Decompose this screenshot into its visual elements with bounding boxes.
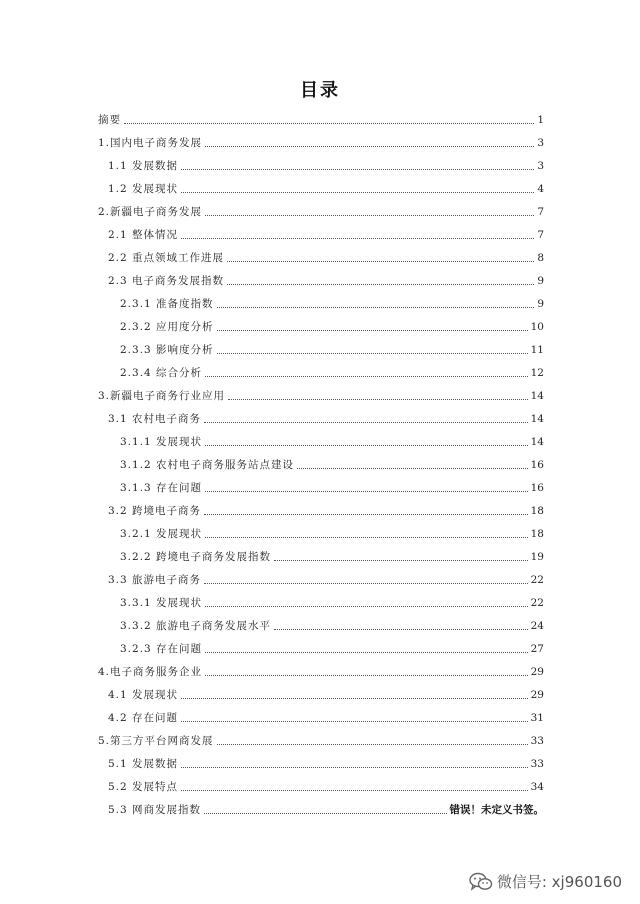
- toc-entry-label: 5.3 网商发展指数: [108, 804, 202, 816]
- toc-entry-label: 2.3 电子商务发展指数: [108, 275, 225, 287]
- toc-entry-label: 3.1 农村电子商务: [108, 413, 202, 425]
- toc-entry[interactable]: [120, 362, 544, 380]
- toc-entry-label: 3.2.2 跨境电子商务发展指数: [120, 551, 272, 563]
- dot-leader: [274, 559, 528, 561]
- toc-entry-page: 31: [530, 712, 544, 724]
- toc-entry-label: 1.2 发展现状: [108, 183, 179, 195]
- toc-entry-label: 3.1.3 存在问题: [120, 482, 203, 494]
- toc-entry-page: 29: [530, 689, 544, 701]
- watermark-text: 微信号: xj960160: [496, 873, 622, 891]
- dot-leader: [217, 352, 528, 354]
- dot-leader: [205, 145, 534, 147]
- toc-entry-page: 34: [530, 781, 544, 793]
- toc-entry-label: 4.电子商务服务企业: [98, 666, 203, 678]
- toc-entry-label: 2.1 整体情况: [108, 229, 179, 241]
- toc-entry[interactable]: [120, 293, 544, 311]
- toc-entry-page: 7: [537, 206, 544, 218]
- toc-entry-page: 16: [530, 459, 544, 471]
- toc-entry-label: 3.2.1 发展现状: [120, 528, 203, 540]
- toc-entry-label: 4.2 存在问题: [108, 712, 179, 724]
- toc-entry-label: 2.3.1 准备度指数: [120, 298, 214, 310]
- dot-leader: [181, 766, 528, 768]
- toc-entry-label: 2.3.4 综合分析: [120, 367, 203, 379]
- toc-entry[interactable]: [120, 523, 544, 541]
- dot-leader: [228, 398, 528, 400]
- toc-entry-label: 3.2 跨境电子商务: [108, 505, 202, 517]
- toc-entry-page: 10: [530, 321, 544, 333]
- dot-leader: [205, 605, 528, 607]
- toc-entry[interactable]: [108, 799, 544, 817]
- toc-entry-label: 3.2.3 存在问题: [120, 643, 203, 655]
- toc-entry[interactable]: [120, 592, 544, 610]
- toc-entry[interactable]: [98, 132, 544, 150]
- toc-entry[interactable]: [108, 500, 544, 518]
- toc-entry-page: 33: [530, 735, 544, 747]
- toc-entry-page: 27: [530, 643, 544, 655]
- toc-entry-page: 14: [530, 390, 544, 402]
- toc-entry[interactable]: [120, 546, 544, 564]
- dot-leader: [205, 490, 528, 492]
- toc-entry[interactable]: [108, 247, 544, 265]
- toc-entry-page: 14: [530, 436, 544, 448]
- dot-leader: [204, 582, 528, 584]
- dot-leader: [181, 697, 528, 699]
- toc-entry-page: 8: [537, 252, 544, 264]
- toc-entry[interactable]: [108, 684, 544, 702]
- toc-entry-page: 11: [530, 344, 544, 356]
- toc-entry-page: 22: [530, 597, 544, 609]
- toc-entry-error: 错误！未定义书签。: [449, 804, 544, 816]
- dot-leader: [217, 743, 528, 745]
- toc-entry-page: 14: [530, 413, 544, 425]
- toc-entry-label: 5.2 发展特点: [108, 781, 179, 793]
- toc-entry-page: 9: [537, 298, 544, 310]
- toc-entry-page: 3: [537, 137, 544, 149]
- toc-entry[interactable]: [108, 224, 544, 242]
- dot-leader: [181, 789, 528, 791]
- toc-entry-label: 3.3 旅游电子商务: [108, 574, 202, 586]
- toc-entry-page: 9: [537, 275, 544, 287]
- dot-leader: [124, 122, 534, 124]
- toc-entry[interactable]: [120, 615, 544, 633]
- dot-leader: [227, 260, 534, 262]
- dot-leader: [217, 306, 535, 308]
- toc-entry[interactable]: [108, 707, 544, 725]
- toc-entry[interactable]: [108, 753, 544, 771]
- dot-leader: [227, 283, 534, 285]
- toc-entry-page: 24: [530, 620, 544, 632]
- toc-entry-label: 5.第三方平台网商发展: [98, 735, 214, 747]
- dot-leader: [205, 375, 528, 377]
- toc-entry[interactable]: [108, 776, 544, 794]
- toc-entry-label: 2.新疆电子商务发展: [98, 206, 203, 218]
- dot-leader: [274, 628, 528, 630]
- toc-entry-label: 2.3.3 影响度分析: [120, 344, 214, 356]
- toc-entry[interactable]: [98, 109, 544, 127]
- toc-entry[interactable]: [120, 339, 544, 357]
- toc-entry-label: 3.1.1 发展现状: [120, 436, 203, 448]
- toc-entry-label: 2.2 重点领域工作进展: [108, 252, 225, 264]
- toc-entry[interactable]: [120, 454, 544, 472]
- toc-entry-page: 16: [530, 482, 544, 494]
- toc-entry-page: 3: [537, 160, 544, 172]
- toc-entry-label: 2.3.2 应用度分析: [120, 321, 214, 333]
- dot-leader: [204, 513, 528, 515]
- dot-leader: [181, 237, 534, 239]
- toc-entry[interactable]: [98, 661, 544, 679]
- toc-entry[interactable]: [108, 155, 544, 173]
- toc-entry[interactable]: [108, 270, 544, 288]
- dot-leader: [297, 467, 528, 469]
- dot-leader: [217, 329, 528, 331]
- toc-entry-page: 22: [530, 574, 544, 586]
- dot-leader: [205, 651, 528, 653]
- toc-entry[interactable]: [98, 201, 544, 219]
- toc-entry[interactable]: [120, 316, 544, 334]
- toc-entry-page: 1: [537, 114, 544, 126]
- wechat-icon: [469, 872, 493, 892]
- toc-entry-label: 3.新疆电子商务行业应用: [98, 390, 226, 402]
- dot-leader: [181, 191, 534, 193]
- toc-entry-label: 3.1.2 农村电子商务服务站点建设: [120, 459, 295, 471]
- toc-entry-label: 1.国内电子商务发展: [98, 137, 203, 149]
- toc-entry-label: 1.1 发展数据: [108, 160, 179, 172]
- toc-entry[interactable]: [98, 385, 544, 403]
- toc-entry-label: 摘要: [98, 114, 121, 126]
- toc-entry-page: 29: [530, 666, 544, 678]
- toc-entry[interactable]: [120, 477, 544, 495]
- dot-leader: [205, 444, 528, 446]
- toc-entry-page: 18: [530, 505, 544, 517]
- toc-entry-page: 7: [537, 229, 544, 241]
- toc-entry-page: 18: [530, 528, 544, 540]
- dot-leader: [204, 421, 528, 423]
- toc-entry[interactable]: [98, 730, 544, 748]
- toc-entry-label: 3.3.1 发展现状: [120, 597, 203, 609]
- toc-entry-page: 19: [530, 551, 544, 563]
- toc-entry[interactable]: [120, 638, 544, 656]
- toc-entry-page: 12: [530, 367, 544, 379]
- toc-entry-page: 33: [530, 758, 544, 770]
- toc-entry-label: 4.1 发展现状: [108, 689, 179, 701]
- toc-entry[interactable]: [108, 408, 544, 426]
- watermark: [469, 871, 622, 892]
- toc-entry[interactable]: [108, 569, 544, 587]
- dot-leader: [204, 812, 446, 814]
- toc-entry-label: 3.3.2 旅游电子商务发展水平: [120, 620, 272, 632]
- toc-title: 目录: [300, 80, 340, 101]
- dot-leader: [205, 536, 528, 538]
- toc-entry-label: 5.1 发展数据: [108, 758, 179, 770]
- dot-leader: [181, 720, 528, 722]
- toc-entry-page: 4: [537, 183, 544, 195]
- dot-leader: [205, 674, 528, 676]
- dot-leader: [205, 214, 534, 216]
- dot-leader: [181, 168, 534, 170]
- toc-entry[interactable]: [120, 431, 544, 449]
- toc-entry[interactable]: [108, 178, 544, 196]
